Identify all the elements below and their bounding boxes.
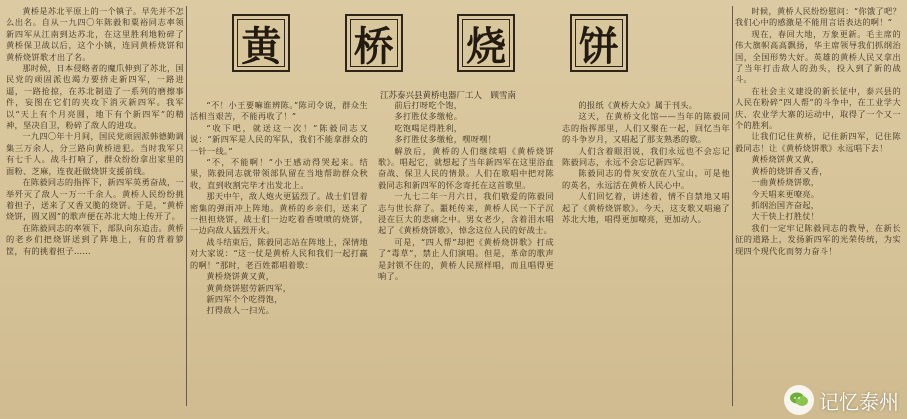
paragraph: 一九四〇年十月间，国民党顽固派韩德勤调集三万余人，分三路向黄桥进犯。当时我军只有七千人。战斗打响了，群众纷纷拿出家里的面粉、芝麻，连夜赶做烧饼支援前线。: [6, 131, 184, 176]
title-char-3: 烧: [457, 14, 515, 72]
title-char-2: 桥: [345, 14, 403, 72]
paragraph: 黄桥烧饼黄又黄，: [751, 154, 820, 165]
article-title: [205, 12, 655, 74]
paragraph: 那时候，日本侵略者的魔爪伸到了苏北，国民党的顽固派也竭力要挤走新四军，一路进逼，一路抢掠，在苏北制造了一系列的磨擦事件，妄图在它们的夹攻下消灭新四军。我军以“天上有个月亮圆，地下有个新四军”的精神，坚决自卫，粉碎了敌人的进攻。: [6, 63, 184, 131]
paragraph: 在陈毅同志的率领下，部队向东追击。黄桥的老乡们把烧饼送到了阵地上，有的背着箩筐，有的挑着担子……: [6, 222, 184, 256]
title-char-1: 黄: [232, 14, 290, 72]
article-column-3: [378, 100, 554, 405]
column-divider: [186, 6, 187, 406]
paragraph: 陈毅同志的骨灰安放在八宝山，可是他的英名，永远活在黄桥人民心中。: [562, 168, 730, 190]
paragraph: 新四军个个吃得饱，: [206, 293, 283, 304]
paragraph: “不，不能啊！”小王感动得哭起来。结果，陈毅同志就带领部队留在当地帮助群众秋收，直到收割完毕才出发北上。: [190, 157, 368, 190]
paragraph: 打得敌人一扫光。: [206, 305, 275, 316]
paragraph: 可是，“四人帮”却把《黄桥烧饼歌》打成了“毒草”，禁止人们演唱。但是，革命的歌声是封锁不住的，黄桥人民照样唱，而且唱得更响了。: [378, 236, 554, 282]
paragraph: 黄桥的烧饼香又香，: [751, 165, 828, 176]
paragraph: 多打胜仗多缴枪，嘿呀嘿！: [394, 134, 497, 145]
paragraph: 多打胜仗多缴枪。: [394, 111, 463, 122]
watermark: [784, 385, 899, 415]
paragraph: 的报纸《黄桥大众》属于刊头。: [578, 100, 698, 110]
paragraph: “不！小王要嘛谁辨陈。”陈司令说，群众生活相当艰苦，不能再收了！”: [190, 100, 368, 122]
paragraph: 今天唱来更嘹亮。: [751, 188, 820, 199]
article-column-4: [562, 100, 730, 405]
paragraph: 让我们记住黄桥，记住新四军，记住陈毅同志！让《黄桥烧饼歌》永远唱下去！: [735, 131, 901, 153]
paragraph: 黄桥是苏北平原上的一个镇子。早先并不怎么出名。自从一九四〇年陈毅和粟裕同志率领新四军从江南到达苏北，在这里胜利地粉碎了黄桥保卫战以后，这个小镇，连同黄桥烧饼和黄桥烧饼歌才出了名。: [6, 6, 184, 62]
paragraph: 现在，春回大地，万象更新。毛主席的伟大旗帜高高飘扬，华主席领导我们抓纲治国，全国形势大好。英雄的黄桥人民又拿出了当年打击敌人的劲头，投入到了新的战斗。: [735, 28, 901, 85]
paragraph: 抓纲治国齐奋起，: [751, 199, 820, 210]
paragraph: 解放后，黄桥的人们继续唱《黄桥烧饼歌》。唱起它，就想起了当年新四军在这里浴血奋战、保卫人民的情景。人们在歌唱中把对陈毅同志和新四军的怀念寄托在这首歌里。: [378, 145, 554, 190]
article-column-right: [735, 6, 901, 413]
paragraph: 我们一定牢记陈毅同志的教导，在新长征的道路上，发扬新四军的光荣传统，为实现四个现代化而努力奋斗！: [735, 222, 901, 256]
paragraph: “收下吧，就送这一次！”陈毅同志又说：“新四军是人民的军队，我们不能拿群众的一针一线。”: [190, 122, 368, 156]
paragraph: 吃饱喝足得胜利，: [394, 122, 463, 133]
paragraph: 一曲黄桥烧饼歌，: [751, 177, 820, 188]
paragraph: 大干快上打胜仗！: [751, 211, 820, 222]
author-byline: 江苏泰兴县黄桥电器厂工人 顾雪南: [379, 91, 516, 101]
paragraph: 一九七二年一月六日，我们敬爱的陈毅同志与世长辞了。噩耗传来，黄桥人民一下子沉浸在巨大的悲痛之中。男女老少，含着泪水唱起了《黄桥烧饼歌》，悼念这位人民的好战士。: [378, 191, 554, 236]
paragraph: 人们回忆着，讲述着，情不自禁地又唱起了《黄桥烧饼歌》。今天，这支歌又唱遍了苏北大地，唱得更加嘹亮，更加动人。: [562, 191, 730, 225]
paragraph: 战斗结束后，陈毅同志站在阵地上，深情地对大家说：“这一仗是黄桥人民和我们一起打赢的啊！”那时，老百姓都唱着歌：: [190, 236, 368, 270]
paragraph: 黄黄烧饼慰劳新四军，: [206, 282, 292, 293]
paragraph: 黄桥烧饼黄又黄，: [206, 271, 275, 282]
paragraph: 在社会主义建设的新长征中，泰兴县的人民在粉碎“四人帮”的斗争中，在工业学大庆、农业学大寨的运动中，取得了一个又一个的胜利。: [735, 85, 901, 131]
article-column-2: [190, 100, 368, 405]
title-char-4: 饼: [570, 14, 628, 72]
paragraph: 那天中午，敌人炮火更猛烈了。战士们冒着密集的弹雨冲上阵地。黄桥的乡亲们，送来了一担担烧饼，战士们一边吃着香喷喷的烧饼，一边向敌人猛烈开火。: [190, 191, 368, 236]
paragraph: 这天，在黄桥文化馆——当年的陈毅同志的指挥部里，人们又聚在一起，回忆当年的斗争岁月，又唱起了那支熟悉的歌。: [562, 111, 730, 145]
paragraph: 人们含着眼泪说，我们永远也不会忘记陈毅同志，永远不会忘记新四军。: [562, 145, 730, 168]
column-divider: [732, 6, 733, 406]
paragraph: 前后打呀吃个饱，: [394, 100, 463, 110]
chat-bubble-icon: [784, 385, 814, 415]
watermark-text: 记忆泰州: [819, 389, 899, 414]
paragraph: 时候，黄桥人民纷纷慰问：“你饿了吧？我们心中的感激是不能用言语表达的啊！”: [735, 6, 901, 28]
paragraph: 在陈毅同志的指挥下，新四军英勇奋战，一举歼灭了敌人一万一千余人。黄桥人民纷纷挑着担子，送来了又香又脆的烧饼。于是，“黄桥烧饼，圆又圆”的歌声便在苏北大地上传开了。: [6, 177, 184, 222]
article-column-left: [6, 6, 184, 413]
